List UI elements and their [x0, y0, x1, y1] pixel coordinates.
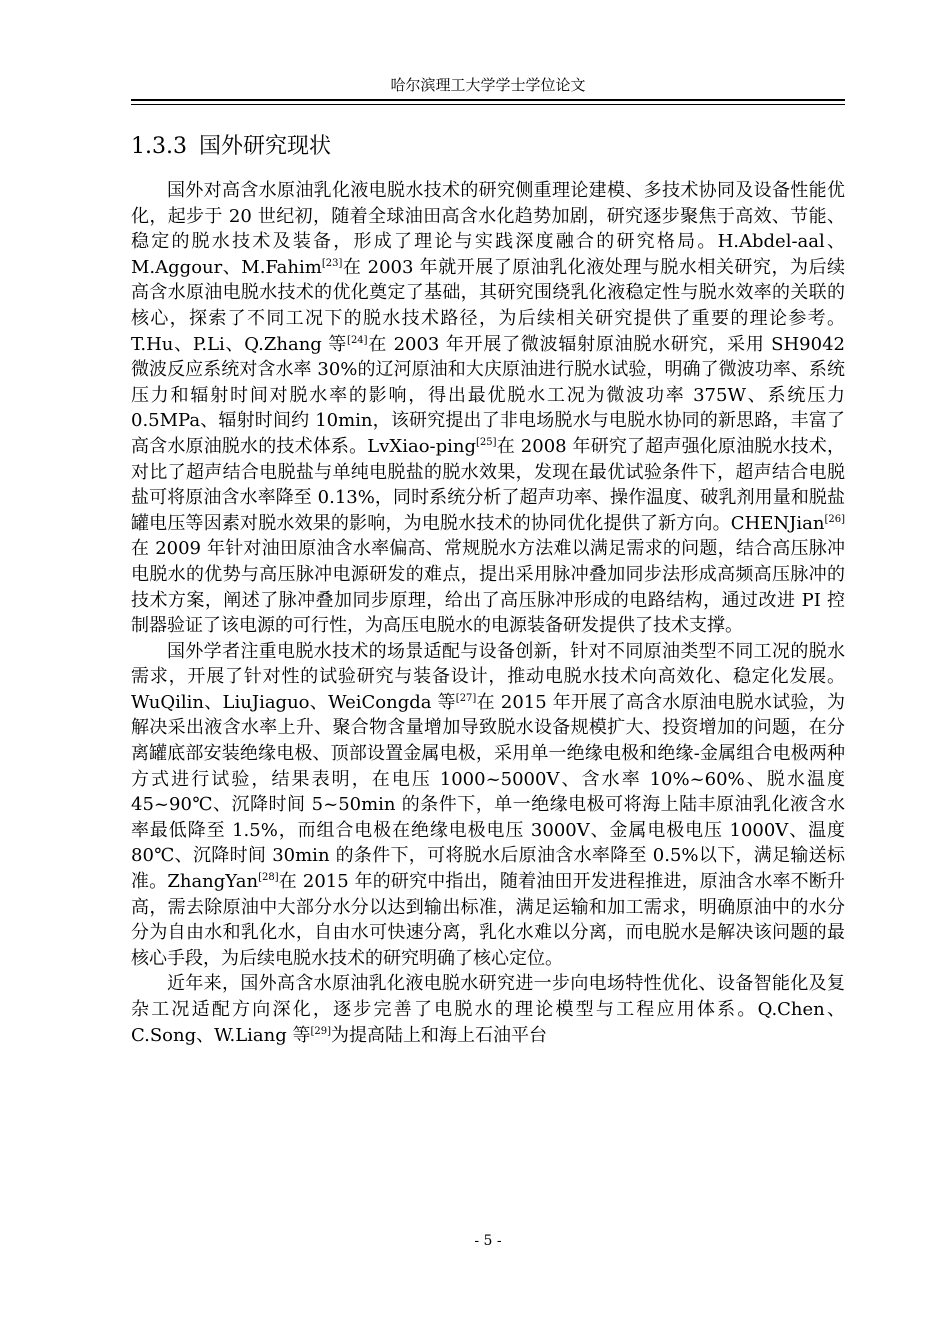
section-heading	[131, 132, 331, 162]
page-number: - 5 -	[474, 1233, 502, 1249]
header-rule-thin	[131, 104, 845, 105]
text-run: 在 2003 年就开展了原油乳化液处理与脱水相关研究，为后续高含水原油电脱水技术的优化奠定了基础，其研究围绕乳化液稳定性与脱水效率的关联的核心，探索了不同工况下的脱水技术路径，为后续相关研究提供了重要的理论参考。T.Hu、P.Li、Q.Zhang 等	[131, 256, 846, 355]
body-text	[131, 178, 845, 1048]
header-rule-thick	[131, 99, 845, 101]
citation: [28]	[258, 872, 279, 884]
text-run: 在 2015 年的研究中指出，随着油田开发进程推进，原油含水率不断升高，需去除原油中大部分水分以达到输出标准，满足运输和加工需求，明确原油中的水分分为自由水和乳化水，自由水可快速分离，乳化水难以分离，而电脱水是解决该问题的最核心手段，为后续电脱水技术的研究明确了核心定位。	[131, 871, 846, 969]
citation: [23]	[321, 257, 343, 269]
citation: [25]	[476, 436, 497, 448]
page-header: 哈尔滨理工大学学士学位论文	[390, 76, 586, 94]
citation: [29]	[310, 1025, 332, 1037]
text-run: 近年来，国外高含水原油乳化液电脱水研究进一步向电场特性优化、设备智能化及复杂工况适配方向深化，逐步完善了电脱水的理论模型与工程应用体系。Q.Chen、C.Song、W.Liang 等	[131, 973, 845, 1046]
text-run: 在 2003 年开展了微波辐射原油脱水研究，采用 SH9042 微波反应系统对含水率 30%的辽河原油和大庆原油进行脱水试验，明确了微波功率、系统压力和辐射时间对脱水率的影响，得出最优脱水工况为微波功率 375W、系统压力 0.5MPa、辐射时间约 10min，该研究提出了非电场脱水与电脱水协同的新思路，丰富了高含水原油脱水的技术体系。LvXiao-ping	[131, 333, 845, 457]
paragraph-2	[131, 639, 845, 972]
paragraph-1	[131, 178, 845, 639]
text-run: 在 2009 年针对油田原油含水率偏高、常规脱水方法难以满足需求的问题，结合高压脉冲电脱水的优势与高压脉冲电源研发的难点，提出采用脉冲叠加同步法形成高频高压脉冲的技术方案，阐述了脉冲叠加同步原理，给出了高压脉冲形成的电路结构，通过改进 PI 控制器验证了该电源的可行性，为高压电脱水的电源装备研发提供了技术支撑。	[131, 538, 845, 637]
citation: [24]	[347, 334, 368, 346]
text-run: 为提高陆上和海上石油平台	[331, 1024, 548, 1046]
text-run: 在 2015 年开展了高含水原油电脱水试验，为解决采出液含水率上升、聚合物含量增加导致脱水设备规模扩大、投资增加的问题，在分离罐底部安装绝缘电极、顶部设置金属电极，采用单一绝缘电极和绝缘-金属组合电极两种方式进行试验，结果表明，在电压 1000~5000V、含水率 10%~60%、脱水温度 45~90℃、沉降时间 5~50min 的条件下，单一绝缘电极可将海上陆丰原油乳化液含水率最低降至 1.5%，而组合电极在绝缘电极电压 3000V、金属电极电压 1000V、温度 80℃、沉降时间 30min 的条件下，可将脱水后原油含水率降至 0.5%以下，满足输送标准。ZhangYan	[131, 691, 845, 893]
paragraph-3	[131, 971, 845, 1048]
text-run: 在 2008 年研究了超声强化原油脱水技术，对比了超声结合电脱盐与单纯电脱盐的脱水效果，发现在最优试验条件下，超声结合电脱盐可将原油含水率降至 0.13%，同时系统分析了超声功率、操作温度、破乳剂用量和脱盐罐电压等因素对脱水效果的影响，为电脱水技术的协同优化提供了新方向。CHENJian	[131, 435, 845, 534]
section-title: 国外研究现状	[198, 134, 331, 159]
section-number: 1.3.3	[131, 134, 187, 159]
citation: [27]	[455, 692, 477, 704]
text-run: 国外对高含水原油乳化液电脱水技术的研究侧重理论建模、多技术协同及设备性能优化，起步于 20 世纪初，随着全球油田高含水化趋势加剧，研究逐步聚焦于高效、节能、稳定的脱水技术及装备，形成了理论与实践深度融合的研究格局。H.Abdel-aal、M.Aggour、M.Fahim	[131, 180, 845, 278]
text-run: 国外学者注重电脱水技术的场景适配与设备创新，针对不同原油类型不同工况的脱水需求，开展了针对性的试验研究与装备设计，推动电脱水技术向高效化、稳定化发展。WuQilin、LiuJiaguo、WeiCongda 等	[131, 640, 845, 713]
citation: [26]	[824, 513, 845, 525]
